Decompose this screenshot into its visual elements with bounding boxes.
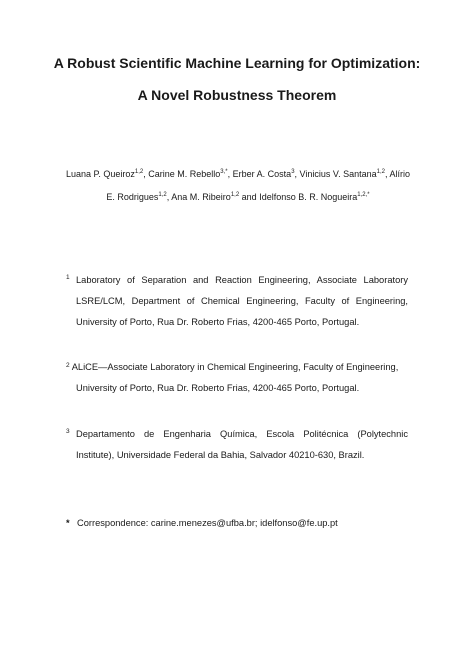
author-separator: , <box>166 192 172 202</box>
correspondence-note <box>66 516 408 530</box>
author <box>300 169 390 179</box>
author <box>66 169 148 179</box>
affiliation-mark: 2 <box>66 362 70 369</box>
correspondence-mark: * <box>66 518 70 528</box>
author-name: Ana M. Ribeiro <box>171 192 231 202</box>
author-affiliation-marks: 3,* <box>220 169 228 175</box>
author-separator: , <box>143 169 149 179</box>
author-affiliation-marks: 1,2 <box>158 192 167 198</box>
affiliation-text: Laboratory of Separation and Reaction Engineering, Associate Laboratory LSRE/LCM, Department of Chemical Engineering, Faculty of Engineering, University of Porto, Rua Dr. Roberto Frias, 4200-465 Porto, Portugal. <box>76 275 408 327</box>
author-separator: , <box>227 169 233 179</box>
author-affiliation-marks: 1,2 <box>376 169 385 175</box>
author-name: Vinicius V. Santana <box>299 169 377 179</box>
affiliation-text-continued: University of Porto, Rua Dr. Roberto Frias, 4200-465 Porto, Portugal. <box>76 383 360 393</box>
author <box>233 169 300 179</box>
affiliation-1 <box>66 270 408 333</box>
author-name: Erber A. Costa <box>232 169 292 179</box>
author-name: Luana P. Queiroz <box>66 169 135 179</box>
paper-title-line-2: A Novel Robustness Theorem <box>137 87 337 103</box>
affiliation-3 <box>66 424 408 466</box>
author-affiliation-marks: 1,2 <box>134 169 144 175</box>
author <box>148 169 232 179</box>
author-affiliation-marks: 1,2,* <box>357 192 370 198</box>
paper-title-line-1: A Robust Scientific Machine Learning for Optimization: <box>53 55 421 71</box>
affiliation-2 <box>66 357 408 399</box>
author-separator: , <box>294 169 300 179</box>
affiliation-text: Departamento de Engenharia Química, Escola Politécnica (Polytechnic Institute), Universidade Federal da Bahia, Salvador 40210-630, Brazil. <box>76 429 408 460</box>
author-affiliation-marks: 3 <box>291 169 295 175</box>
affiliation-mark: 3 <box>66 428 70 435</box>
author-separator: , <box>384 169 390 179</box>
affiliation-first-line <box>66 362 398 372</box>
author-affiliation-marks: 1,2 <box>230 192 240 198</box>
author-name: Alírio E. Rodrigues <box>106 169 410 202</box>
affiliation-text: ALiCE—Associate Laboratory in Chemical Engineering, Faculty of Engineering, <box>71 362 399 372</box>
affiliation-mark: 1 <box>66 274 70 281</box>
author-name: Idelfonso B. R. Nogueira <box>259 192 358 202</box>
author <box>171 192 259 202</box>
author <box>259 192 369 202</box>
author-list <box>66 163 410 209</box>
correspondence-text: Correspondence: carine.menezes@ufba.br; idelfonso@fe.up.pt <box>77 518 338 528</box>
author-name: Carine M. Rebello <box>148 169 221 179</box>
author-separator: and <box>239 192 260 202</box>
